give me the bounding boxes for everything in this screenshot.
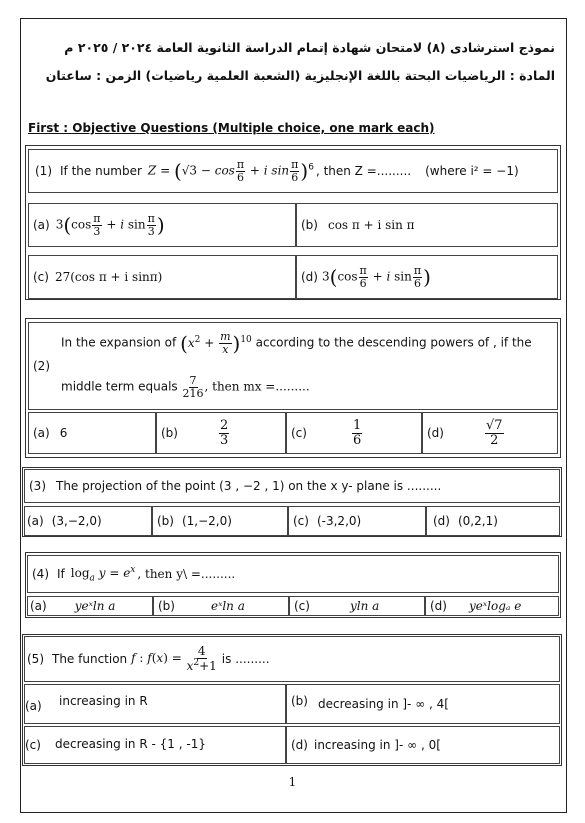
math-expression: f : f(x) = $\frac{4}{x^2+1}$ bbox=[131, 644, 217, 673]
section-title: First : Objective Questions (Multiple choice, one mark each) bbox=[28, 121, 435, 135]
option-text: yeˣln a bbox=[74, 599, 116, 613]
option-math: 3(cos $\frac{\pi}{6}$ + i sin $\frac{\pi}{6}$ ) bbox=[321, 263, 431, 290]
option-text: (3,−2,0) bbox=[51, 514, 102, 528]
option-text: (-3,2,0) bbox=[316, 514, 362, 528]
question-text-end: , then Z =......... bbox=[315, 164, 412, 178]
option-math: $\frac{1}{6}$ bbox=[352, 417, 362, 448]
option-c[interactable] bbox=[289, 596, 425, 616]
option-d[interactable] bbox=[422, 412, 558, 454]
question-number: (1) bbox=[35, 164, 52, 178]
question-text: The function bbox=[52, 652, 128, 666]
option-text: eˣln a bbox=[210, 599, 245, 613]
option-label: (b) bbox=[301, 218, 318, 232]
question-3-stem bbox=[24, 469, 560, 503]
question-text-end: is ......... bbox=[221, 652, 270, 666]
option-label: (d) bbox=[433, 514, 450, 528]
option-label: (c) bbox=[33, 270, 49, 284]
option-label: (b) bbox=[291, 694, 308, 708]
option-math: $\frac{2}{3}$ bbox=[219, 417, 229, 448]
question-note: (where i² = −1) bbox=[425, 164, 519, 178]
option-a[interactable] bbox=[24, 684, 286, 724]
option-d[interactable] bbox=[425, 596, 559, 616]
option-a[interactable] bbox=[24, 506, 152, 536]
option-text: decreasing in R - {1 , -1} bbox=[54, 737, 206, 751]
option-math: $\frac{√7}{2}$ bbox=[485, 417, 503, 448]
option-a[interactable] bbox=[28, 412, 156, 454]
question-number: (4) bbox=[32, 567, 49, 581]
math-expression: Z = (√3 − cos $\frac{\pi}{6}$ + i sin $\frac{\pi}{6}$ )$^6$ bbox=[147, 157, 314, 184]
question-text: equals bbox=[138, 379, 178, 394]
option-label: (b) bbox=[158, 599, 175, 613]
option-text: (1,−2,0) bbox=[181, 514, 232, 528]
option-text: 27(cos π + i sinπ) bbox=[54, 270, 163, 284]
option-math: 3(cos $\frac{\pi}{3}$ + i sin $\frac{\pi}{3}$ ) bbox=[55, 211, 165, 238]
option-text: increasing in R bbox=[59, 694, 148, 708]
option-label: (c) bbox=[293, 514, 309, 528]
option-b[interactable] bbox=[286, 684, 560, 724]
question-number: (3) bbox=[29, 479, 46, 493]
option-label: (b) bbox=[161, 426, 178, 440]
exam-title: نموذج استرشادى (٨) لامتحان شهادة إتمام الدراسة الثانوية العامة ٢٠٢٤ / ٢٠٢٥ م bbox=[64, 40, 555, 55]
option-label: (b) bbox=[157, 514, 174, 528]
option-c[interactable] bbox=[288, 506, 426, 536]
option-b[interactable] bbox=[153, 596, 289, 616]
option-c[interactable] bbox=[286, 412, 422, 454]
question-text: The projection of the point (3 , −2 , 1) on the x y- plane is ......... bbox=[56, 479, 442, 493]
option-d[interactable] bbox=[296, 255, 558, 299]
option-text: 6 bbox=[59, 426, 68, 440]
option-label: (d) bbox=[430, 599, 447, 613]
option-text: decreasing in ]- ∞ , 4[ bbox=[317, 697, 449, 711]
question-1-stem bbox=[28, 149, 558, 193]
option-label: (a) bbox=[33, 426, 50, 440]
question-2-stem bbox=[28, 322, 558, 410]
option-label: (d) bbox=[291, 738, 308, 752]
option-d[interactable] bbox=[426, 506, 560, 536]
option-b[interactable] bbox=[156, 412, 286, 454]
option-d[interactable] bbox=[286, 726, 560, 764]
question-text: If bbox=[57, 567, 65, 581]
option-c[interactable] bbox=[28, 255, 296, 299]
question-number: (5) bbox=[27, 652, 44, 666]
question-text: If the number bbox=[60, 164, 142, 178]
option-label: (a) bbox=[30, 599, 47, 613]
option-text: increasing in ]- ∞ , 0[ bbox=[313, 738, 441, 752]
option-label: (a) bbox=[33, 218, 50, 232]
option-label: (d) bbox=[301, 270, 318, 284]
question-5-stem bbox=[24, 636, 560, 682]
question-text-end: , then mx =......... bbox=[204, 379, 310, 394]
question-4-stem bbox=[27, 555, 559, 593]
option-label: (d) bbox=[427, 426, 444, 440]
option-label: (c) bbox=[25, 738, 41, 752]
option-label: (a) bbox=[25, 699, 42, 713]
question-line-1: In the expansion of ($x^2$ + $\frac{m}{x}$ )$^{10}$ according to the descending powers of , if the bbox=[61, 330, 532, 356]
page-number: 1 bbox=[288, 775, 297, 789]
question-text: middle term bbox=[61, 379, 135, 394]
option-text: yln a bbox=[349, 599, 380, 613]
option-b[interactable] bbox=[152, 506, 288, 536]
question-line-2: middle term equals $\frac{7}{216}$ , then mx =......... bbox=[61, 374, 310, 400]
option-label: (c) bbox=[294, 599, 310, 613]
option-c[interactable] bbox=[24, 726, 286, 764]
exam-subject-line: المادة : الرياضيات البحتة باللغة الإنجليزية (الشعبة العلمية رياضيات) الزمن : ساعتان bbox=[45, 68, 555, 83]
option-b[interactable] bbox=[296, 203, 558, 247]
option-text: yeˣlogₐ e bbox=[468, 599, 522, 613]
option-text: cos π + i sin π bbox=[327, 218, 415, 232]
option-a[interactable] bbox=[27, 596, 153, 616]
math-expression: $\log_a y = e^x$ bbox=[70, 564, 136, 584]
option-label: (a) bbox=[27, 514, 44, 528]
question-text: In the expansion of bbox=[61, 335, 177, 350]
question-number: (2) bbox=[33, 359, 50, 373]
question-text-end: , then y\ =......... bbox=[137, 567, 236, 581]
option-label: (c) bbox=[291, 426, 307, 440]
question-text-end: according to the descending powers of , if the bbox=[255, 335, 532, 350]
option-a[interactable] bbox=[28, 203, 296, 247]
option-text: (0,2,1) bbox=[457, 514, 498, 528]
